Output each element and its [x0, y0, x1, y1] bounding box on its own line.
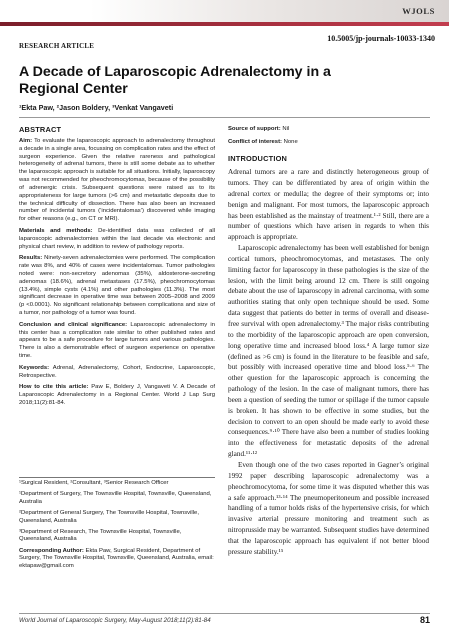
- intro-paragraph-1: Adrenal tumors are a rare and distinctly heterogeneous group of tumors. They can be differentiated by area of origin within the adrenal cortex or medulla; the degree of their symptoms or; into benign and malignant. For most tumors, the laparoscopic approach has been established as the mainstay of treatment.¹·² Still, there are a number of questions which have arisen in regards to when this approach is appropriate.: [228, 168, 429, 242]
- page-number: 81: [419, 615, 430, 625]
- introduction-heading: INTRODUCTION: [228, 154, 288, 164]
- footer-citation: World Journal of Laparoscopic Surgery, May-August 2018;11(2):81-84: [19, 617, 211, 624]
- support-label: Source of support:: [228, 126, 281, 132]
- support-value: Nil: [280, 126, 290, 132]
- conflict-of-interest: [228, 139, 429, 147]
- title-divider: [19, 117, 430, 118]
- journal-header-bar: [0, 0, 449, 26]
- article-title: A Decade of Laparoscopic Adrenalectomy in a Regional Center: [19, 64, 331, 97]
- source-of-support: [228, 126, 429, 134]
- intro-paragraph-2: Laparoscopic adrenalectomy has been well established for benign cortical tumors, pheochromocytomas, and metastases. The only limiting factor for laparoscopy in these pathologies is the size of the lesion, with the limit being around 12 cm. There is still ongoing debate about the use of laparoscopy in adrenal carcinoma, with some authorities stating that only open technique should be used. Some data suggest that patients do better in terms of overall and disease-free survival with open adrenalectomy.³ The major risks contributing to the morbidity of the laparoscopic approach are open conversion, long operative time and increased blood loss.⁴ A large tumor size (defined as >6 cm) is found in the literature to be feasible and safe, but possibly with increased operative time and blood loss.⁵·⁶ The other question for the laparoscopic approach is concerning the pathology of the lesion. In the case of malignant tumors, there has been a question of seeding the tumor or spillage if the tumor capsule is broken. It has shown to be effective in some studies, but the decision to convert to an open should be made early to avoid these consequences.⁹·¹⁰ There have also been a number of studies looking into the effectiveness for metastatic deposits of the adrenal gland.¹¹·¹²: [228, 244, 429, 459]
- journal-abbreviation: WJOLS: [402, 6, 435, 16]
- aim-label: Aim:: [19, 137, 33, 144]
- corr-text: Ekta Paw, Surgical Resident, Department of Surgery, The Townsville Hospital, Townsville, Queensland, Australia, email: ektapaw@gmail.com: [19, 547, 214, 569]
- aim-text: To evaluate the laparoscopic approach to adrenalectomy throughout a decade in a single area, focussing on complication rates and the effect of surgeon experience. Given the relative rareness and pathological heterogeneity of adrenal tumors, there is still some debate as to whether the laparoscopic approach is suitable for all situations. Initially, laparoscopy was not recommended for pheochromocytomas, because of the possibility of adrenergic crisis. Subsequent questions were raised as to its appropriateness for large tumors (>6 cm) and metastatic deposits due to the technical difficulty of dissection. There has also been an increased number of incidental tumors (‘incidentalomas’) discovered while imaging for other reasons (e.g., on CT or MRI).: [19, 137, 215, 223]
- intro-paragraph-3: Even though one of the two cases reported in Gagner’s original 1992 paper describing laparoscopic adrenalectomy was a pheochromocytoma, for some time it was disputed whether this was a safe approach.¹³·¹⁴ The pneumoperitoneum and possible increased handling of a tumor holds risks of the hypertensive crisis, for which invasive arterial pressure monitoring and treatment such as nitroprusside may be warranted. Subsequent studies have determined that the laparoscopic approach has equivalent if not better blood pressure stability.¹⁵: [228, 460, 429, 556]
- page-footer: [19, 613, 430, 628]
- affiliations-box: [19, 477, 215, 574]
- results-text: Ninety-seven adrenalectomies were performed. The complication rate was 8%, and 40% of cases were incidentalomas. Tumor pathologies noted were: non-secretory adenomas (35%), aldosterone-secreting adenomas (18.6%), adrenal metastases (17.5%), pheochromocytomas (13.4%), simple cysts (4.1%) and other pathologies (11.3%). The most significant decrease in operative time was between 2005–2008 and 2009 (p <0.0001). No significant relationship between complications and size of a tumor, nor pathology of a tumor was found.: [19, 255, 215, 317]
- abstract-aim: [19, 138, 215, 224]
- conflict-value: None: [282, 139, 298, 146]
- body-column: [228, 126, 429, 558]
- methods-text: De-identified data was collected of all laparoscopic adrenalectomies within the last decade via electronic and physical chart review, in addition to review of pathology reports.: [19, 227, 215, 250]
- doi[interactable]: 10.5005/jp-journals-10033-1340: [327, 34, 435, 43]
- results-label: Results:: [19, 255, 43, 262]
- keywords-label: Keywords:: [19, 364, 50, 371]
- abstract-conclusion: [19, 322, 215, 361]
- affiliation-1: ¹Department of Surgery, The Townsville Hospital, Townsville, Queensland, Australia: [19, 491, 212, 505]
- article-type: RESEARCH ARTICLE: [19, 42, 95, 50]
- abstract-keywords: [19, 365, 215, 381]
- methods-label: Materials and methods:: [19, 227, 93, 234]
- introduction-text: [228, 167, 429, 557]
- how-to-cite: [19, 384, 215, 408]
- conclusion-text: Laparoscopic adrenalectomy in this center has a complication rate similar to other published rates and appears to be a safe procedure for large tumors and various pathologies. There is also a demonstrable effect of surgeon experience on operative time.: [19, 321, 216, 360]
- affiliation-3: ³Department of Research, The Townsville Hospital, Townsville, Queensland, Australia: [19, 528, 182, 543]
- author-roles: ¹Surgical Resident, ²Consultant, ³Senior Research Officer: [19, 480, 169, 486]
- abstract-column: [19, 126, 215, 412]
- conflict-label: Conflict of interest:: [228, 139, 282, 146]
- affiliation-2: ²Department of General Surgery, The Townsville Hospital, Townsville, Queensland, Australia: [19, 509, 199, 524]
- article-meta: [228, 126, 429, 147]
- abstract-methods: [19, 228, 215, 252]
- abstract-heading: ABSTRACT: [19, 125, 62, 134]
- abstract-results: [19, 255, 215, 318]
- header-gradient: [0, 0, 449, 22]
- corresponding-author: [19, 548, 215, 571]
- cite-label: How to cite this article:: [19, 384, 89, 391]
- header-accent-stripe: [0, 22, 449, 26]
- cite-text: Paw E, Boldery J, Vangaveti V. A Decade of Laparoscopic Adrenalectomy in a Regional Center. World J Lap Surg 2018;11(2):81-84.: [19, 384, 216, 406]
- conclusion-label: Conclusion and clinical significance:: [19, 321, 128, 328]
- keywords-text: Adrenal, Adrenalectomy, Cohort, Endocrine, Laparoscopic, Retrospective.: [19, 364, 215, 379]
- corr-label: Corresponding Author:: [19, 547, 84, 554]
- author-list: ¹Ekta Paw, ²Jason Boldery, ³Venkat Vangaveti: [19, 103, 174, 112]
